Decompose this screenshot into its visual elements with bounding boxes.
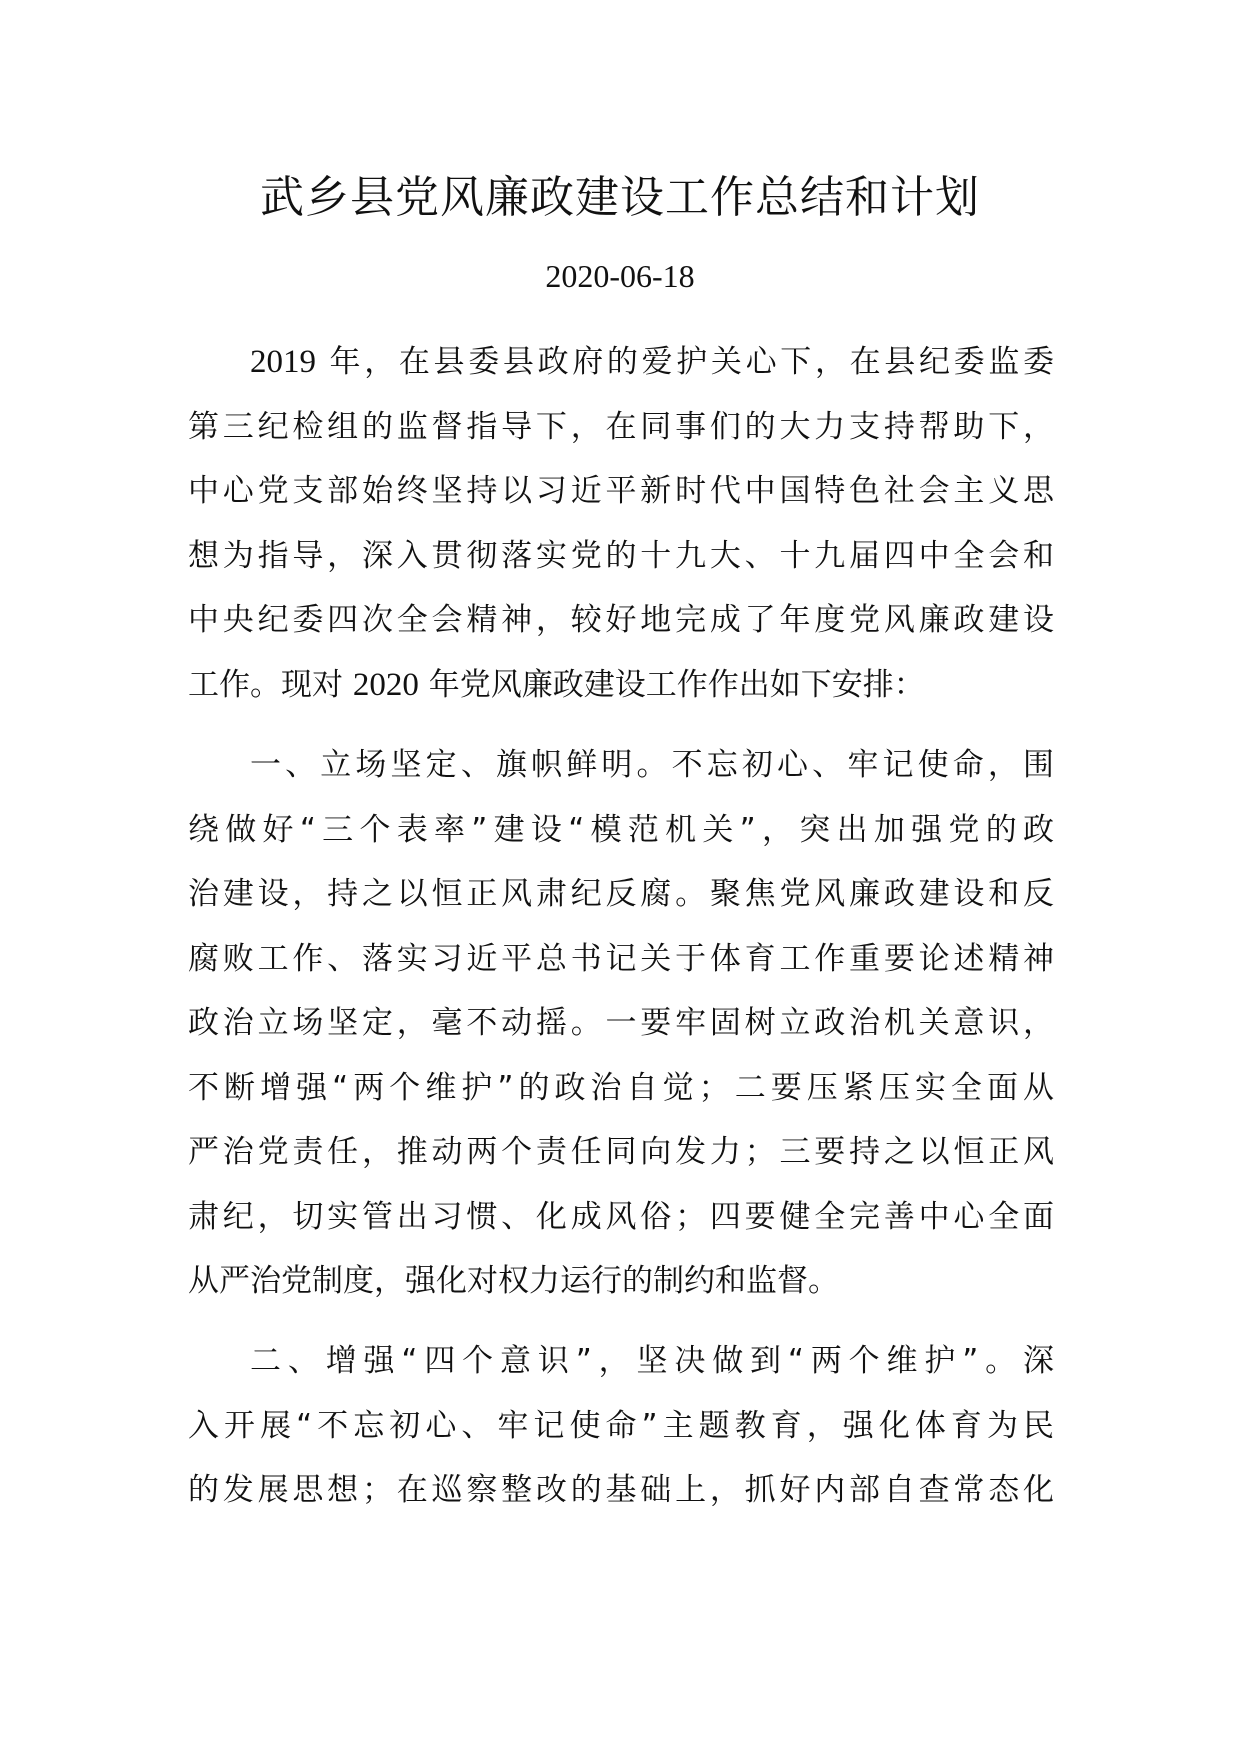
paragraph-line: 2019 年，在县委县政府的爱护关心下，在县纪委监委 (250, 344, 1054, 380)
paragraph-line: 一、立场坚定、旗帜鲜明。不忘初心、牢记使命，围 (250, 747, 1054, 783)
paragraph-line: 绕做好“三个表率”建设“模范机关”，突出加强党的政 (188, 811, 1054, 848)
paragraph-line: 政治立场坚定，毫不动摇。一要牢固树立政治机关意识， (188, 1005, 1054, 1041)
paragraph-line: 中央纪委四次全会精神，较好地完成了年度党风廉政建设 (188, 602, 1054, 638)
paragraph-line: 不断增强“两个维护”的政治自觉；二要压紧压实全面从 (188, 1069, 1054, 1106)
paragraph-line: 入开展“不忘初心、牢记使命”主题教育，强化体育为民 (188, 1407, 1054, 1444)
paragraph-line: 第三纪检组的监督指导下，在同事们的大力支持帮助下， (188, 408, 1054, 445)
paragraph-3 (188, 1329, 1054, 1523)
document-title: 武乡县党风廉政建设工作总结和计划 (260, 172, 980, 223)
paragraph-line: 从严治党制度，强化对权力运行的制约和监督。 (188, 1263, 839, 1299)
paragraph-line: 二、增强“四个意识”，坚决做到“两个维护”。深 (250, 1343, 1054, 1379)
paragraph-line: 的发展思想；在巡察整改的基础上，抓好内部自查常态化 (188, 1472, 1054, 1508)
paragraph-line: 想为指导，深入贯彻落实党的十九大、十九届四中全会和 (188, 537, 1054, 574)
paragraph-line: 腐败工作、落实习近平总书记关于体育工作重要论述精神 (188, 940, 1054, 977)
document-date: 2020-06-18 (545, 258, 695, 294)
paragraph-line: 治建设，持之以恒正风肃纪反腐。聚焦党风廉政建设和反 (188, 876, 1054, 912)
paragraph-line: 肃纪，切实管出习惯、化成风俗；四要健全完善中心全面 (188, 1198, 1054, 1235)
paragraph-1 (188, 330, 1054, 717)
paragraph-2 (188, 733, 1054, 1314)
paragraph-line: 中心党支部始终坚持以习近平新时代中国特色社会主义思 (188, 473, 1054, 509)
paragraph-line: 工作。现对 2020 年党风廉政建设工作作出如下安排： (188, 666, 925, 703)
paragraph-line: 严治党责任，推动两个责任同向发力；三要持之以恒正风 (188, 1134, 1054, 1170)
